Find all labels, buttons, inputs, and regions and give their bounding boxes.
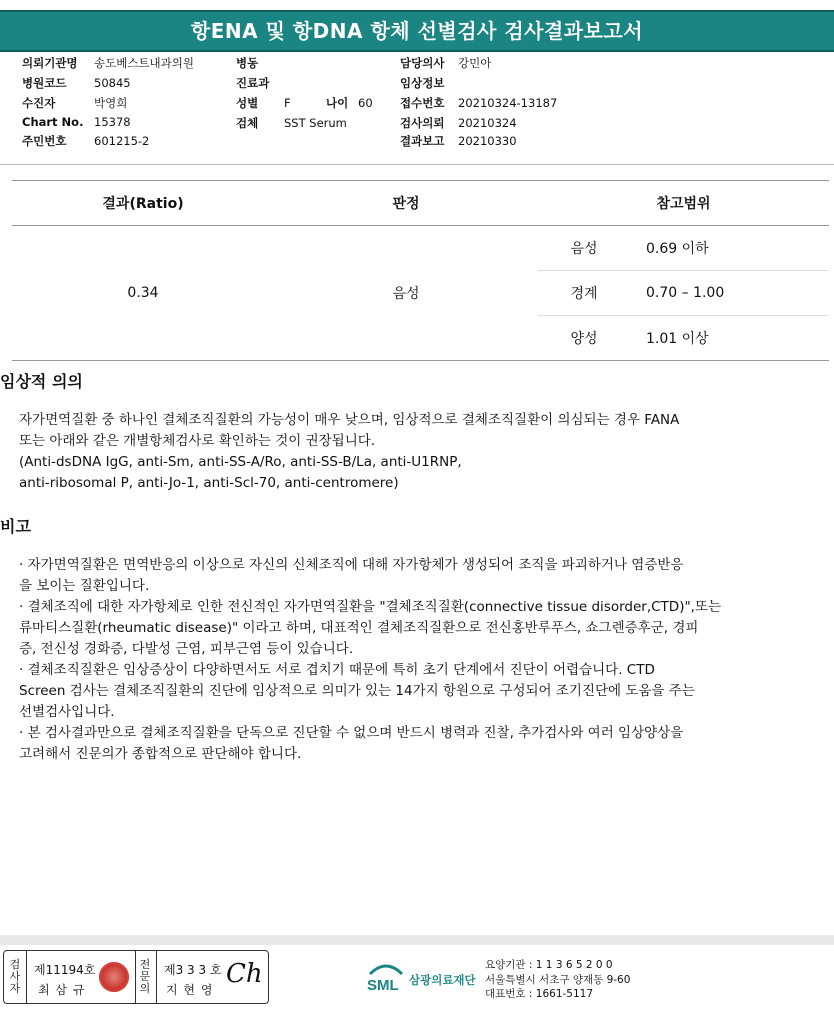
info-label: 담당의사 xyxy=(400,56,445,70)
age-label: 나이 xyxy=(326,96,349,110)
info-value: 20210324-13187 xyxy=(458,96,558,110)
divider xyxy=(0,164,834,165)
header-result: 결과(Ratio) xyxy=(12,181,274,226)
report-title: 항ENA 및 항DNA 항체 선별검사 검사결과보고서 xyxy=(0,10,834,52)
remarks-line: Screen 검사는 결체조직질환의 진단에 임상적으로 의미가 있는 14가지 항원으로 구성되어 조기진단에 도움을 주는 xyxy=(19,683,695,699)
info-value: 50845 xyxy=(94,76,131,90)
logo-text: SML xyxy=(367,977,399,994)
info-row xyxy=(22,95,127,111)
info-value: SST Serum xyxy=(284,116,347,130)
clinical-heading: 임상적 의의 xyxy=(0,372,83,391)
logo-arc-icon xyxy=(366,960,406,994)
info-label: Chart No. xyxy=(22,115,84,129)
info-value: 20210330 xyxy=(458,134,517,148)
range-value: 0.69 이하 xyxy=(630,226,829,271)
range-label: 음성 xyxy=(538,226,630,271)
info-row xyxy=(236,75,284,91)
info-row xyxy=(22,55,194,71)
remarks-line: 을 보이는 질환입니다. xyxy=(19,578,150,594)
result-value: 0.34 xyxy=(12,226,274,361)
remarks-line: 류마티스질환(rheumatic disease)" 이라고 하며, 대표적인 결체조직질환으로 전신홍반루푸스, 쇼그렌증후군, 경피 xyxy=(19,620,699,636)
info-label: 접수번호 xyxy=(400,96,445,110)
remarks-line: · 본 검사결과만으로 결체조직질환을 단독으로 진단할 수 없으며 반드시 병력과 진찰, 추가검사와 여러 임상양상을 xyxy=(19,725,684,741)
remarks-line: · 자가면역질환은 면역반응의 이상으로 자신의 신체조직에 대해 자가항체가 생성되어 조직을 파괴하거나 염증반응 xyxy=(19,557,684,573)
address: 서울특별시 서초구 양재동 9-60 xyxy=(485,973,631,986)
info-label: 결과보고 xyxy=(400,134,445,148)
header-judgement: 판정 xyxy=(274,181,538,226)
info-row xyxy=(400,95,557,111)
examiner-label: 검사자 xyxy=(9,958,21,995)
remarks-text xyxy=(19,555,721,765)
footer-band xyxy=(0,935,834,945)
clinical-line: 자가면역질환 중 하나인 결체조직질환의 가능성이 매우 낮으며, 임상적으로 결체조직질환이 의심되는 경우 FANA xyxy=(19,412,680,428)
result-table xyxy=(12,180,829,361)
info-value: 601215-2 xyxy=(94,134,150,148)
info-value: 강민아 xyxy=(458,56,492,70)
specialist-name: 지 현 영 xyxy=(166,983,214,997)
remarks-line: 선별검사입니다. xyxy=(19,704,115,720)
care-no: 요양기관 : 1 1 3 6 5 2 0 0 xyxy=(485,959,613,971)
info-row xyxy=(236,55,284,71)
info-row xyxy=(22,75,131,91)
clinical-line: 또는 아래와 같은 개별항체검사로 확인하는 것이 권장됩니다. xyxy=(19,433,376,449)
info-label: 수진자 xyxy=(22,96,56,110)
examiner-name: 최 삼 규 xyxy=(38,983,86,997)
info-row xyxy=(22,133,149,149)
sml-logo xyxy=(366,960,476,998)
remarks-line: 증, 전신성 경화증, 다발성 근염, 피부근염 등이 있습니다. xyxy=(19,641,354,657)
clinical-text xyxy=(19,410,679,494)
info-value: F xyxy=(284,96,291,110)
specialist-no: 제3 3 3 호 xyxy=(164,963,222,977)
info-label: 병원코드 xyxy=(22,76,67,90)
info-label: 의뢰기관명 xyxy=(22,56,78,70)
seal-stamp-icon xyxy=(99,962,129,992)
info-row xyxy=(236,95,291,111)
info-row xyxy=(22,115,131,129)
remarks-heading: 비고 xyxy=(0,517,31,536)
info-row xyxy=(236,115,347,131)
phone: 대표번호 : 1661-5117 xyxy=(485,988,594,1000)
clinical-line: anti-ribosomal P, anti-Jo-1, anti-Scl-70, anti-centromere) xyxy=(19,475,399,491)
judgement-value: 음성 xyxy=(274,226,538,361)
org-name: 삼광의료재단 xyxy=(409,973,476,987)
info-value: 20210324 xyxy=(458,116,517,130)
info-label: 검체 xyxy=(236,116,259,130)
info-label: 검사의뢰 xyxy=(400,116,445,130)
info-label: 주민번호 xyxy=(22,134,67,148)
info-value: 송도베스트내과의원 xyxy=(94,56,194,70)
header-reference: 참고범위 xyxy=(538,181,829,226)
signature-box xyxy=(3,950,269,1004)
clinical-line: (Anti-dsDNA IgG, anti-Sm, anti-SS-A/Ro, anti-SS-B/La, anti-U1RNP, xyxy=(19,454,462,470)
remarks-line: · 결체조직에 대한 자가항체로 인한 전신적인 자가면역질환을 "결체조직질환(connective tissue disorder,CTD)",또는 xyxy=(19,599,722,615)
org-address xyxy=(485,958,630,1002)
range-label: 경계 xyxy=(538,271,630,316)
range-label: 양성 xyxy=(538,316,630,361)
info-row xyxy=(400,75,458,91)
info-label: 진료과 xyxy=(236,76,270,90)
info-row xyxy=(400,55,491,71)
examiner-no: 제11194호 xyxy=(34,963,96,977)
remarks-line: 고려해서 진문의가 종합적으로 판단해야 합니다. xyxy=(19,746,302,762)
signature: Ch xyxy=(226,959,263,989)
info-label: 성별 xyxy=(236,96,259,110)
info-row xyxy=(400,115,517,131)
range-value: 1.01 이상 xyxy=(630,316,829,361)
remarks-line: · 결체조직질환은 임상증상이 다양하면서도 서로 겹치기 때문에 특히 초기 단계에서 진단이 어렵습니다. CTD xyxy=(19,662,655,678)
info-value: 박영희 xyxy=(94,96,128,110)
info-label: 병동 xyxy=(236,56,259,70)
info-label: 임상정보 xyxy=(400,76,445,90)
info-row-age xyxy=(326,95,373,111)
specialist-label: 전문의 xyxy=(139,958,151,995)
age-value: 60 xyxy=(358,96,373,110)
range-value: 0.70 – 1.00 xyxy=(630,271,829,316)
info-row xyxy=(400,133,517,149)
info-value: 15378 xyxy=(94,115,131,129)
